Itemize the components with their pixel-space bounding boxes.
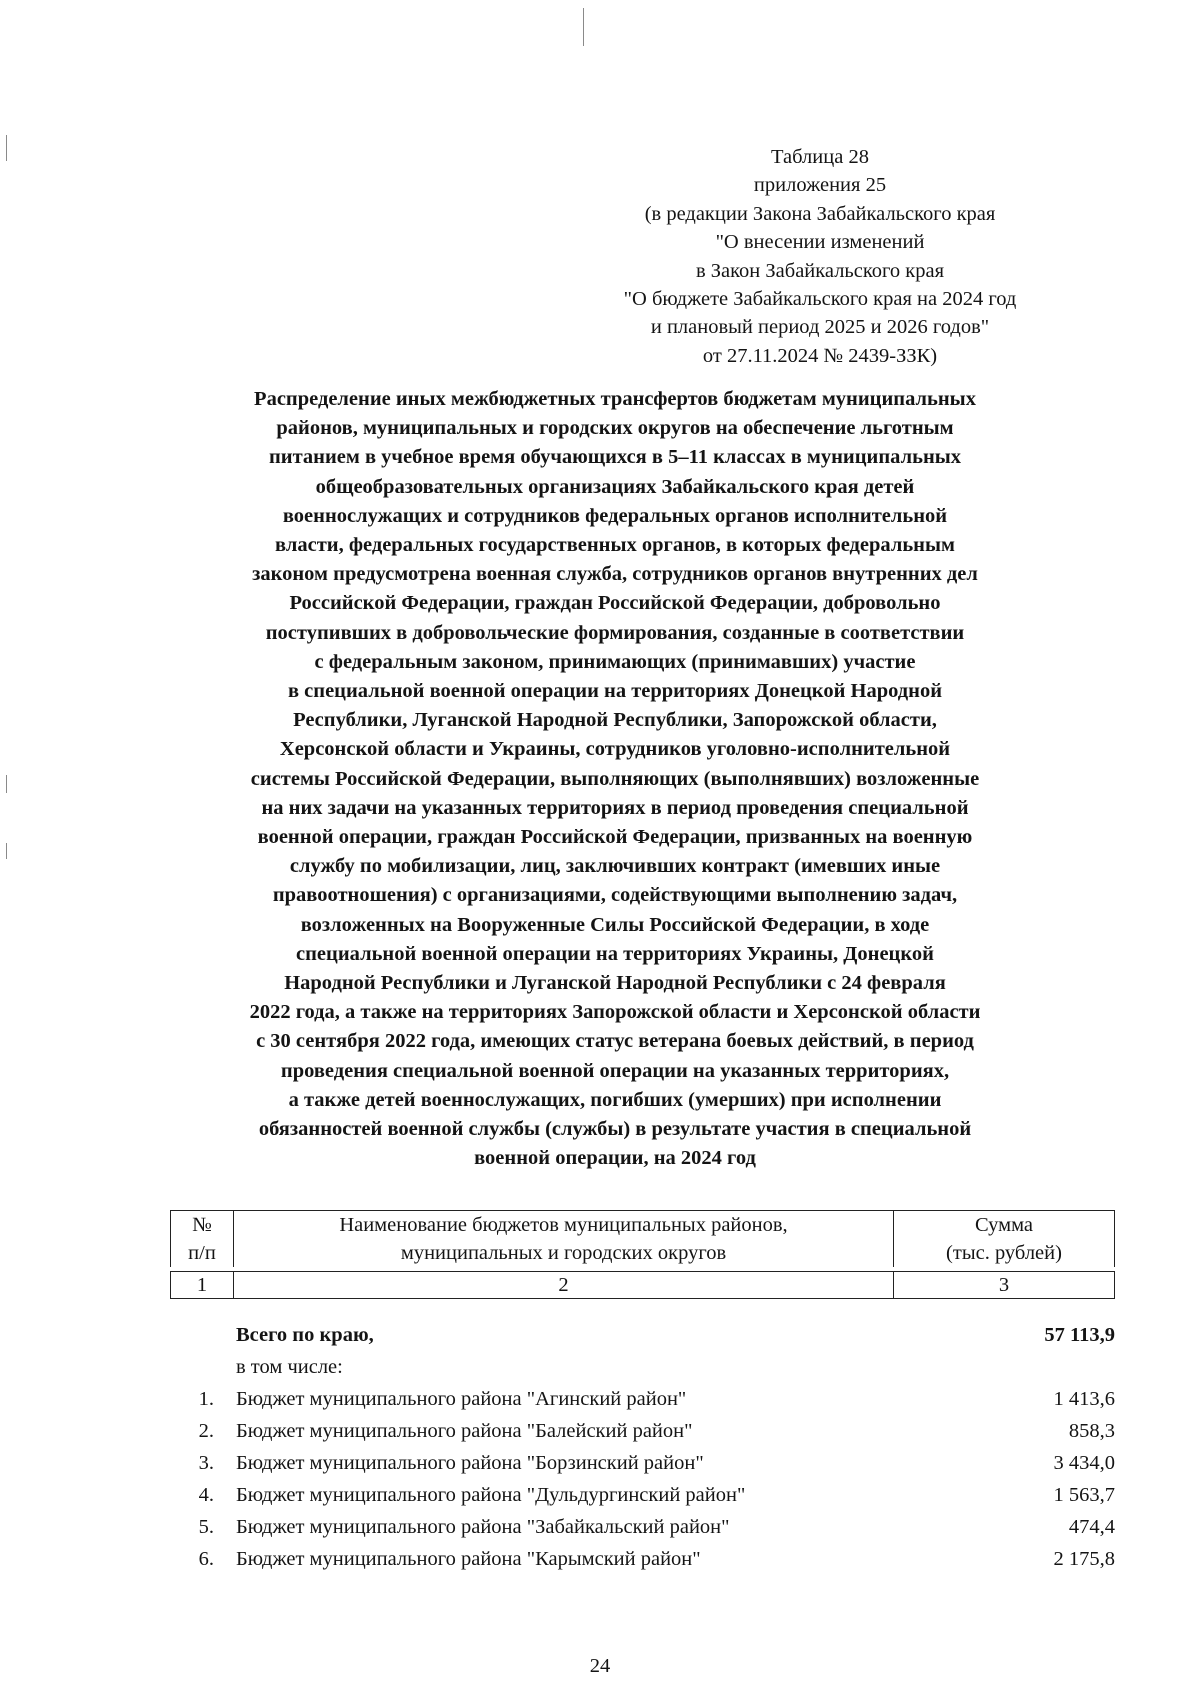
table-row	[170, 1388, 1115, 1420]
row-value: 1 563,7	[1053, 1484, 1115, 1506]
table-row	[170, 1452, 1115, 1484]
header-line: Таблица 28	[771, 146, 869, 168]
title-line: в специальной военной операции на территориях Донецкой Народной	[287, 680, 943, 703]
scan-artifact-left-1	[6, 135, 7, 161]
table-row	[170, 1420, 1115, 1452]
table-row	[170, 1516, 1115, 1548]
title-line: законом предусмотрена военная служба, сотрудников органов внутренних дел	[252, 563, 978, 586]
title-line: питанием в учебное время обучающихся в 5–11 классах в муниципальных	[268, 446, 962, 469]
document-title	[120, 385, 1110, 1173]
row-number: 3.	[198, 1452, 214, 1474]
subtotal-label: в том числе:	[236, 1356, 343, 1378]
row-value: 1 413,6	[1053, 1388, 1115, 1410]
table-row	[170, 1484, 1115, 1516]
row-name: Бюджет муниципального района "Борзинский район"	[236, 1452, 704, 1474]
header-cell-num	[171, 1211, 234, 1268]
row-value: 3 434,0	[1053, 1452, 1115, 1474]
header-text: Сумма	[974, 1214, 1034, 1236]
column-number: 1	[171, 1272, 234, 1299]
header-line: приложения 25	[753, 174, 887, 197]
row-number: 6.	[198, 1548, 214, 1570]
row-name: Бюджет муниципального района "Дульдургинский район"	[236, 1484, 746, 1506]
title-line: Распределение иных межбюджетных трансфертов бюджетам муниципальных	[254, 388, 976, 410]
title-line: Республики, Луганской Народной Республики, Запорожской области,	[293, 709, 937, 732]
row-name: Бюджет муниципального района "Забайкальский район"	[236, 1516, 730, 1538]
title-line: 2022 года, а также на территориях Запорожской области и Херсонской области	[249, 1001, 981, 1024]
header-text: муниципальных и городских округов	[400, 1242, 727, 1264]
budget-table-header	[170, 1210, 1115, 1299]
header-line: и плановый период 2025 и 2026 годов"	[650, 316, 990, 339]
scan-artifact-left-3	[6, 843, 7, 859]
title-line: возложенных на Вооруженные Силы Российской Федерации, в ходе	[300, 913, 930, 936]
title-line: системы Российской Федерации, выполняющих (выполнявших) возложенные	[250, 767, 980, 790]
total-label: Всего по краю,	[236, 1324, 374, 1346]
row-value: 858,3	[1068, 1420, 1115, 1442]
title-line: на них задачи на указанных территориях в период проведения специальной	[261, 796, 969, 819]
header-text: п/п	[188, 1242, 216, 1264]
subtotal-label-row	[170, 1356, 1115, 1388]
row-name: Бюджет муниципального района "Агинский район"	[236, 1388, 687, 1410]
page-number: 24	[589, 1655, 611, 1677]
title-line: районов, муниципальных и городских округов на обеспечение льготным	[276, 417, 954, 440]
title-line: обязанностей военной службы (службы) в результате участия в специальной	[258, 1118, 972, 1141]
title-line: Херсонской области и Украины, сотрудников уголовно-исполнительной	[279, 738, 951, 761]
header-text: (тыс. рублей)	[946, 1242, 1062, 1264]
title-line: власти, федеральных государственных органов, в которых федеральным	[275, 534, 955, 557]
row-value: 474,4	[1068, 1516, 1115, 1538]
row-value: 2 175,8	[1053, 1548, 1115, 1570]
title-line: военной операции, граждан Российской Федерации, призванных на военную	[257, 826, 973, 849]
column-number: 2	[234, 1272, 894, 1299]
header-line: "О бюджете Забайкальского края на 2024 год	[623, 288, 1017, 311]
scan-artifact-left-2	[6, 775, 7, 793]
header-cell-sum	[894, 1211, 1115, 1268]
column-number-row	[171, 1272, 1115, 1299]
title-line: службу по мобилизации, лиц, заключивших контракт (имевших иные	[289, 855, 941, 878]
header-text: №	[192, 1214, 212, 1236]
table-header-row	[171, 1211, 1115, 1268]
row-number: 1.	[198, 1388, 214, 1410]
row-number: 5.	[198, 1516, 214, 1538]
title-line: с федеральным законом, принимающих (принимавших) участие	[314, 650, 916, 673]
header-cell-name	[234, 1211, 894, 1268]
title-line: проведения специальной военной операции на указанных территориях,	[280, 1059, 950, 1082]
title-line: с 30 сентября 2022 года, имеющих статус ветерана боевых действий, в период	[256, 1030, 974, 1053]
title-line: а также детей военнослужащих, погибших (умерших) при исполнении	[288, 1088, 942, 1111]
row-name: Бюджет муниципального района "Карымский район"	[236, 1548, 701, 1570]
title-line: специальной военной операции на территориях Украины, Донецкой	[296, 942, 934, 965]
row-number: 4.	[198, 1484, 214, 1506]
scan-artifact-top	[583, 8, 584, 46]
title-line: военнослужащих и сотрудников федеральных органов исполнительной	[282, 504, 948, 527]
title-line: поступивших в добровольческие формирования, созданные в соответствии	[265, 621, 965, 644]
approval-header	[560, 143, 1080, 370]
table-row	[170, 1548, 1115, 1580]
header-line: в Закон Забайкальского края	[695, 259, 945, 282]
header-text: Наименование бюджетов муниципальных районов,	[339, 1214, 788, 1236]
total-value: 57 113,9	[1044, 1324, 1115, 1346]
budget-rows	[170, 1324, 1115, 1580]
header-line: "О внесении изменений	[715, 231, 925, 254]
title-line: правоотношения) с организациями, содействующими выполнению задач,	[272, 884, 958, 907]
title-line: общеобразовательных организациях Забайкальского края детей	[315, 475, 915, 498]
header-line: (в редакции Закона Забайкальского края	[644, 202, 996, 225]
total-row	[170, 1324, 1115, 1356]
row-name: Бюджет муниципального района "Балейский район"	[236, 1420, 693, 1442]
row-number: 2.	[198, 1420, 214, 1442]
title-line: военной операции, на 2024 год	[474, 1147, 756, 1170]
column-number: 3	[894, 1272, 1115, 1299]
title-line: Народной Республики и Луганской Народной Республики с 24 февраля	[284, 972, 946, 995]
header-line: от 27.11.2024 № 2439-ЗЗК)	[702, 344, 938, 367]
title-line: Российской Федерации, граждан Российской Федерации, добровольно	[289, 592, 941, 615]
